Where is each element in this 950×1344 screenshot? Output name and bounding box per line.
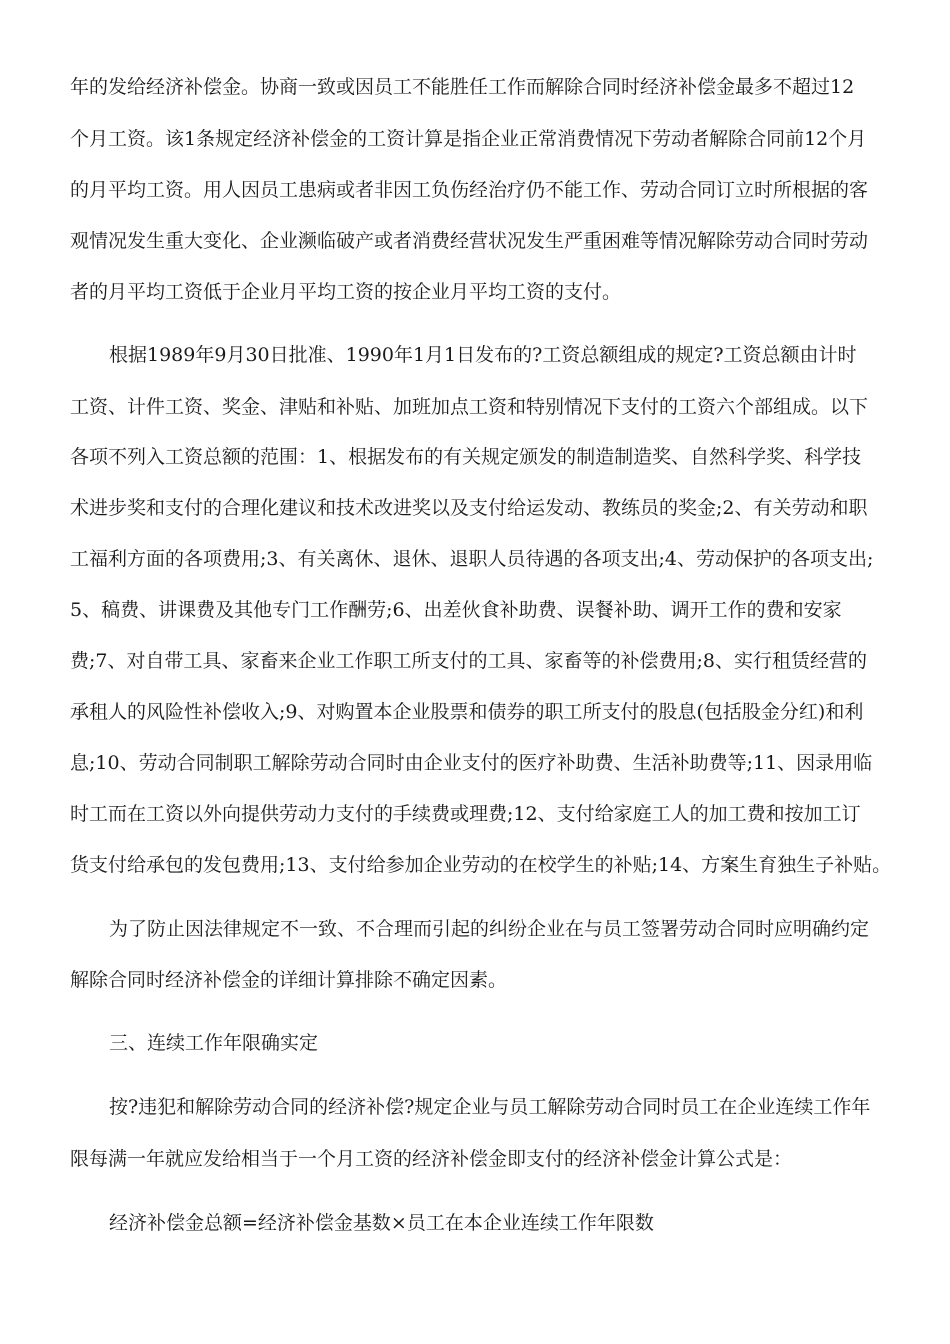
paragraph-1-line-1: 年的发给经济补偿金。协商一致或因员工不能胜任工作而解除合同时经济补偿金最多不超过12 [70, 76, 855, 98]
paragraph-2-line-8: 承租人的风险性补偿收入;9、对购置本企业股票和债券的职工所支付的股息(包括股金分红)和利 [70, 701, 864, 723]
paragraph-1-line-2: 个月工资。该1条规定经济补偿金的工资计算是指企业正常消费情况下劳动者解除合同前12个月 [70, 128, 867, 150]
paragraph-2-line-5: 工福利方面的各项费用;3、有关离休、退休、退职人员待遇的各项支出;4、劳动保护的各项支出; [70, 548, 874, 570]
paragraph-2-line-7: 费;7、对自带工具、家畜来企业工作职工所支付的工具、家畜等的补偿费用;8、实行租赁经营的 [70, 650, 867, 672]
paragraph-3-line-1: 为了防止因法律规定不一致、不合理而引起的纠纷企业在与员工签署劳动合同时应明确约定 [109, 918, 870, 940]
section-heading: 三、连续工作年限确实定 [109, 1032, 319, 1054]
paragraph-2-line-4: 术进步奖和支付的合理化建议和技术改进奖以及支付给运发动、教练员的奖金;2、有关劳动和职 [70, 497, 868, 519]
paragraph-2-line-2: 工资、计件工资、奖金、津贴和补贴、加班加点工资和特别情况下支付的工资六个部组成。以下 [70, 396, 869, 418]
paragraph-5-line-2: 限每满一年就应发给相当于一个月工资的经济补偿金即支付的经济补偿金计算公式是： [70, 1148, 793, 1170]
paragraph-2-line-9: 息;10、劳动合同制职工解除劳动合同时由企业支付的医疗补助费、生活补助费等;11、因录用临 [70, 752, 873, 774]
paragraph-3-line-2: 解除合同时经济补偿金的详细计算排除不确定因素。 [70, 969, 508, 991]
paragraph-2-line-11: 货支付给承包的发包费用;13、支付给参加企业劳动的在校学生的补贴;14、方案生育独生子补贴。 [70, 854, 892, 876]
paragraph-2-line-1: 根据1989年9月30日批准、1990年1月1日发布的?工资总额组成的规定?工资总额由计时 [109, 344, 857, 366]
paragraph-1-line-4: 观情况发生重大变化、企业濒临破产或者消费经营状况发生严重困难等情况解除劳动合同时劳动 [70, 230, 869, 252]
paragraph-1-line-5: 者的月平均工资低于企业月平均工资的按企业月平均工资的支付。 [70, 281, 622, 303]
paragraph-2-line-10: 时工而在工资以外向提供劳动力支付的手续费或理费;12、支付给家庭工人的加工费和按加工订 [70, 803, 861, 825]
paragraph-5-line-1: 按?违犯和解除劳动合同的经济补偿?规定企业与员工解除劳动合同时员工在企业连续工作年 [109, 1096, 871, 1118]
paragraph-2-line-6: 5、稿费、讲课费及其他专门工作酬劳;6、出差伙食补助费、误餐补助、调开工作的费和安家 [70, 599, 842, 621]
paragraph-2-line-3: 各项不列入工资总额的范围：1、根据发布的有关规定颁发的制造制造奖、自然科学奖、科学技 [70, 446, 862, 468]
formula-line: 经济补偿金总额=经济补偿金基数×员工在本企业连续工作年限数 [109, 1212, 654, 1234]
paragraph-1-line-3: 的月平均工资。用人因员工患病或者非因工负伤经治疗仍不能工作、劳动合同订立时所根据的客 [70, 179, 869, 201]
